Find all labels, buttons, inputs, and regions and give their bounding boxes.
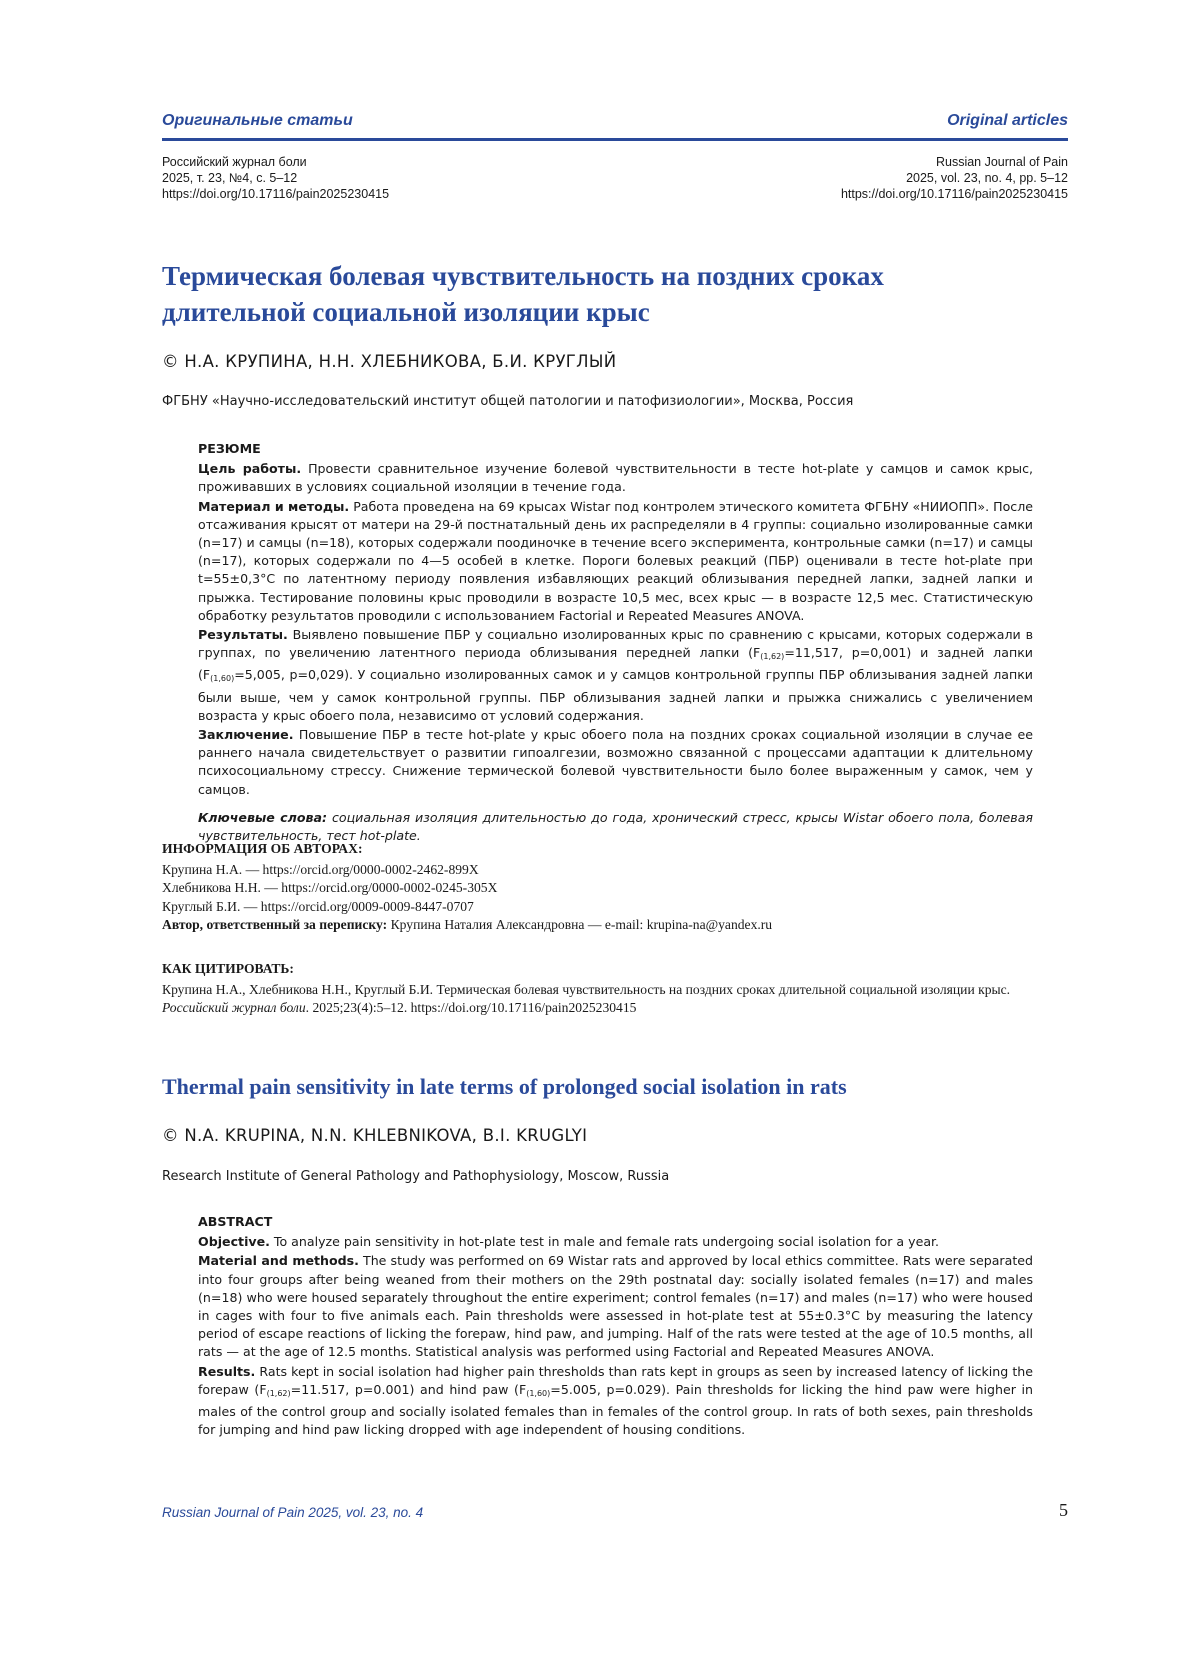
abstract-aim-ru	[198, 460, 1033, 496]
journal-name-ru: Российский журнал боли	[162, 155, 307, 169]
citation-block	[162, 960, 1042, 1018]
journal-meta-ru	[162, 154, 389, 202]
citation-text-a: Крупина Н.А., Хлебникова Н.Н., Круглый Б.И. Термическая болевая чувствительность на поздних сроках длительной социальной изоляции крыс.	[162, 981, 1011, 997]
keywords-label: Ключевые слова:	[198, 809, 328, 825]
objective-text: To analyze pain sensitivity in hot-plate test in male and female rats undergoing social isolation for a year.	[269, 1234, 940, 1250]
header-rule	[162, 138, 1068, 141]
section-label-en: Original articles	[947, 112, 1068, 129]
citation-journal: Российский журнал боли	[162, 1000, 306, 1015]
corr-label: Автор, ответственный за переписку:	[162, 917, 388, 932]
results-text-c-en: =5.005, p=0.029). Pain thresholds for licking the hind paw were higher in males of the control group and socially isolated females than in females of the control group. In rats of both sexes, pain thresholds for jumping and hind paw licking dropped with age independent of housing conditions.	[198, 1381, 1033, 1438]
corresponding-author	[162, 916, 1042, 935]
aim-label: Цель работы.	[198, 461, 302, 477]
results-label-en: Results.	[198, 1363, 256, 1379]
journal-issue-en: 2025, vol. 23, no. 4, pp. 5–12	[906, 171, 1068, 185]
section-label-ru: Оригинальные статьи	[162, 112, 353, 129]
citation-text	[162, 981, 1042, 1018]
results-text-b: =11,517, p=0,001) и задней лапки (F	[198, 645, 1033, 683]
abstract-results-en	[198, 1363, 1033, 1440]
page-number: 5	[1059, 1500, 1068, 1520]
authors-info-heading: ИНФОРМАЦИЯ ОБ АВТОРАХ:	[162, 841, 363, 856]
abstract-methods-en	[198, 1252, 1033, 1361]
abstract-ru	[198, 440, 1033, 846]
abstract-results-ru	[198, 626, 1033, 725]
abstract-heading-en: ABSTRACT	[198, 1214, 273, 1229]
corr-text: Крупина Наталия Александровна — e-mail: krupina-na@yandex.ru	[387, 917, 773, 932]
abstract-methods-ru	[198, 498, 1033, 625]
author-orcid-1[interactable]: Крупина Н.А. — https://orcid.org/0000-0002-2462-899X	[162, 861, 479, 877]
journal-meta-en	[841, 154, 1068, 202]
methods-label: Материал и методы.	[198, 498, 350, 514]
title-line-2: длительной социальной изоляции крыс	[162, 297, 650, 327]
article-title-ru	[162, 258, 1062, 330]
abstract-heading-ru: РЕЗЮМЕ	[198, 441, 261, 456]
conclusion-label: Заключение.	[198, 727, 294, 743]
article-title-en: Thermal pain sensitivity in late terms of prolonged social isolation in rats	[162, 1074, 847, 1099]
authors-en: © N.A. KRUPINA, N.N. KHLEBNIKOVA, B.I. KRUGLYI	[162, 1126, 588, 1145]
keywords-text: социальная изоляция длительностью до года, хронический стресс, крысы Wistar обоего пола, болевая чувствительность, тест hot-plate.	[198, 809, 1034, 844]
results-sub-b: (1,60)	[210, 674, 235, 684]
results-text-a-en: Rats kept in social isolation had higher pain thresholds than rats kept in groups as seen by increased latency of licking the forepaw (F	[198, 1363, 1033, 1397]
journal-issue-ru: 2025, т. 23, №4, с. 5–12	[162, 171, 298, 185]
conclusion-text: Повышение ПБР в тесте hot-plate у крыс обоего пола на поздних сроках социальной изоляции в случае ее раннего начала свидетельствует о развитии гипоалгезии, возможно связанной с процессами адаптации к длительному психосоциальному стрессу. Снижение термической болевой чувствительности было более выраженным у самок, чем у самцов.	[198, 727, 1033, 797]
results-text-c: =5,005, p=0,029). У социально изолированных самок и у самцов контрольной группы ПБР облизывания задней лапки были выше, чем у самок контрольной группы. ПБР облизывания задней лапки и прыжка снижались с увеличением возраста у крыс обоего пола, независимо от условий содержания.	[198, 667, 1033, 723]
doi-link-en[interactable]: https://doi.org/10.17116/pain2025230415	[840, 187, 1068, 201]
author-orcid-2[interactable]: Хлебникова Н.Н. — https://orcid.org/0000-0002-0245-305X	[162, 880, 498, 895]
methods-text-en: The study was performed on 69 Wistar rats and approved by local ethics committee. Rats were separated into four groups after being weaned from their mothers on the 29th postnatal day: socially isolated females (n=17) and males (n=18) who were housed separately throughout the entire experiment; control females (n=17) and males (n=17) who were housed in cages with four to five animals each. Pain thresholds were assessed in hot-plate test at 55±0.3°C by measuring the latency period of escape reactions of licking the forepaw, hind paw, and jumping. Half of the rats were tested at the age of 10.5 months, all rats — at the age of 12.5 months. Statistical analysis was performed using Factorial and Repeated Measures ANOVA.	[198, 1253, 1034, 1360]
citation-text-b: . 2025;23(4):5–12. https://doi.org/10.17116/pain2025230415	[305, 1000, 637, 1015]
methods-text: Работа проведена на 69 крысах Wistar под контролем этического комитета ФГБНУ «НИИОПП». После отсаживания крысят от матери на 29-й постнатальный день их распределяли в 4 группы: социально изолированные самки (n=17) и самцы (n=18), которых содержали поодиночке в течение всего эксперимента, контрольные самки (n=17) и самцы (n=17), которых содержали по 4—5 особей в клетке. Пороги болевых реакций (ПБР) оценивали в тесте hot-plate при t=55±0,3°С по латентному периоду появления избавляющих реакций облизывания передней лапки, задней лапки и прыжка. Тестирование половины крыс проводили в возрасте 10,5 мес, всех крыс — в возрасте 12,5 мес. Статистическую обработку результатов проводили с использованием Factorial и Repeated Measures ANOVA.	[198, 498, 1033, 623]
title-line-1: Термическая болевая чувствительность на поздних сроках	[162, 261, 884, 291]
affiliation-en: Research Institute of General Pathology and Pathophysiology, Moscow, Russia	[162, 1169, 670, 1184]
results-sub-b-en: (1,60)	[526, 1388, 551, 1398]
footer-journal: Russian Journal of Pain 2025, vol. 23, no. 4	[162, 1505, 424, 1520]
objective-label: Objective.	[198, 1234, 270, 1250]
authors-info	[162, 840, 1042, 935]
results-sub-a: (1,62)	[760, 652, 785, 662]
citation-heading: КАК ЦИТИРОВАТЬ:	[162, 961, 294, 976]
authors-ru: © Н.А. КРУПИНА, Н.Н. ХЛЕБНИКОВА, Б.И. КРУГЛЫЙ	[162, 352, 617, 371]
results-text-b-en: =11.517, p=0.001) and hind paw (F	[290, 1381, 527, 1397]
results-sub-a-en: (1,62)	[266, 1388, 291, 1398]
results-text-a: Выявлено повышение ПБР у социально изолированных крыс по сравнению с крысами, которых содержали в группах, по увеличению латентного периода облизывания передней лапки (F	[198, 627, 1033, 661]
aim-text: Провести сравнительное изучение болевой чувствительности в тесте hot-plate у самцов и самок крыс, проживавших в условиях социальной изоляции в течение года.	[198, 461, 1033, 495]
abstract-en	[198, 1213, 1033, 1440]
abstract-objective-en	[198, 1233, 1033, 1251]
journal-name-en: Russian Journal of Pain	[935, 155, 1068, 169]
author-orcid-3[interactable]: Круглый Б.И. — https://orcid.org/0009-0009-8447-0707	[162, 898, 474, 914]
doi-link-ru[interactable]: https://doi.org/10.17116/pain2025230415	[162, 187, 390, 201]
methods-label-en: Material and methods.	[198, 1253, 359, 1269]
results-label: Результаты.	[198, 627, 288, 643]
abstract-conclusion-ru	[198, 726, 1033, 799]
affiliation-ru: ФГБНУ «Научно-исследовательский институт общей патологии и патофизиологии», Москва, Россия	[162, 394, 854, 409]
